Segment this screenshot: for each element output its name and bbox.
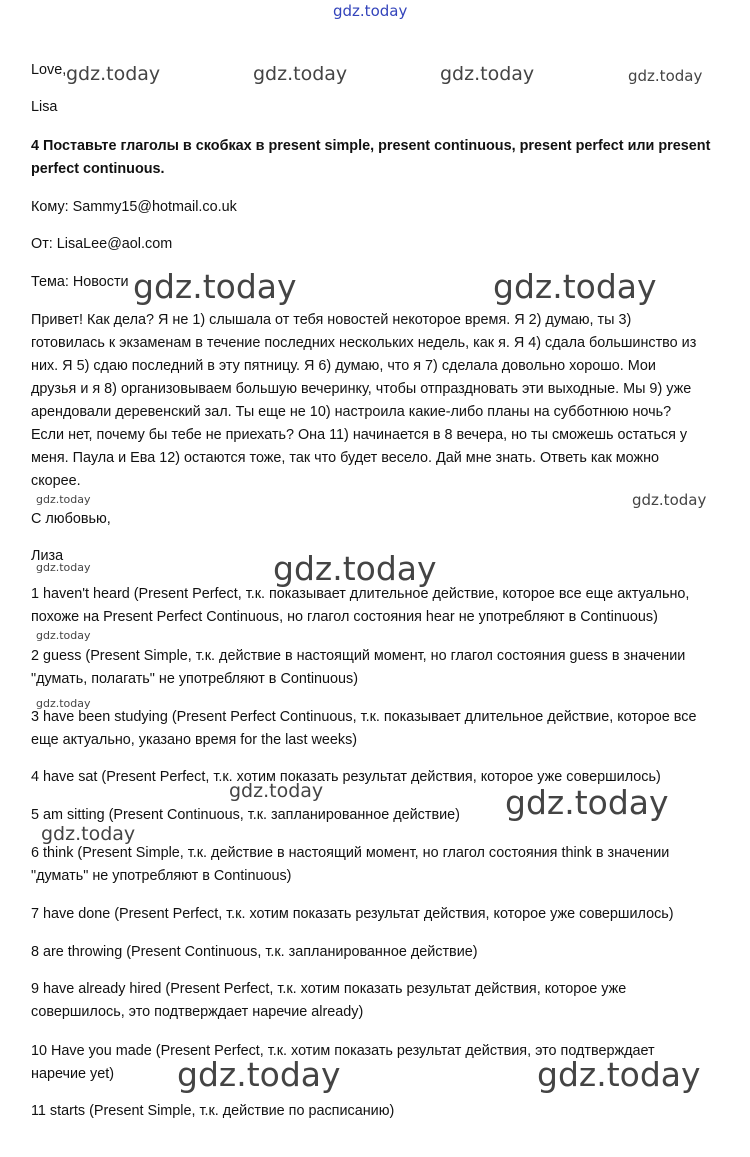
answer-line: "думать, полагать" не употребляют в Continuous) xyxy=(31,671,359,688)
email-to: Кому: Sammy15@hotmail.co.uk xyxy=(31,199,237,215)
email-body-line: Привет! Как дела? Я не 1) слышала от тебя новостей некоторое время. Я 2) думаю, ты 3) xyxy=(31,312,632,328)
answer-item xyxy=(31,1100,726,1123)
answer-line: 8 are throwing (Present Continuous, т.к. запланированное действие) xyxy=(31,944,478,960)
answer-item xyxy=(31,1040,726,1087)
answer-line: наречие yet) xyxy=(31,1066,115,1083)
answer-line: 1 haven't heard (Present Perfect, т.к. показывает длительное действие, которое все еще актуально, xyxy=(31,586,690,602)
email-from: От: LisaLee@aol.com xyxy=(31,236,173,252)
answer-line: совершилось, это подтверждает наречие already) xyxy=(31,1004,364,1021)
email-body-line: них. Я 5) сдаю последний в эту пятницу. Я 6) думаю, что я 7) сделала довольно хорошо. Мои xyxy=(31,358,656,374)
email-body-line: готовилась к экзаменам в течение последних нескольких недель, как я. Я 4) сдала большинство из xyxy=(31,335,697,351)
watermark: gdz.today xyxy=(36,697,91,710)
email-subject: Тема: Новости xyxy=(31,274,129,290)
answer-line: "думать" не употребляют в Continuous) xyxy=(31,868,292,885)
email-body-line: меня. Паула и Ева 12) остаются тоже, так что будет весело. Дай мне знать. Ответь как можно xyxy=(31,450,660,466)
watermark: gdz.today xyxy=(440,63,535,85)
answer-line: 2 guess (Present Simple, т.к. действие в настоящий момент, но глагол состояния guess в значении xyxy=(31,648,686,664)
watermark: gdz.today xyxy=(177,1055,341,1094)
answer-item xyxy=(31,978,726,1025)
answer-line: похоже на Present Perfect Continuous, но глагол состояния hear не употребляют в Continuous) xyxy=(31,609,658,626)
email-body-line: друзья и я 8) организовываем большую вечеринку, чтобы отпраздновать эти выходные. Мы 9) уже xyxy=(31,381,692,397)
answer-line: 4 have sat (Present Perfect, т.к. хотим показать результат действия, которое уже совершилось) xyxy=(31,769,661,785)
answer-item xyxy=(31,842,726,889)
watermark: gdz.today xyxy=(333,2,408,20)
email-signature: Лиза xyxy=(31,548,64,564)
answer-line: 3 have been studying (Present Perfect Continuous, т.к. показывает длительное действие, которое все xyxy=(31,709,697,725)
watermark: gdz.today xyxy=(632,491,707,509)
letter-closing: Love, xyxy=(31,62,67,78)
answer-line: 9 have already hired (Present Perfect, т.к. хотим показать результат действия, которое уже xyxy=(31,981,627,997)
letter-signature: Lisa xyxy=(31,99,58,115)
answer-line: 7 have done (Present Perfect, т.к. хотим показать результат действия, которое уже совершилось) xyxy=(31,906,674,922)
watermark: gdz.today xyxy=(66,63,161,85)
watermark: gdz.today xyxy=(505,783,669,822)
email-body-line: скорее. xyxy=(31,473,81,489)
watermark: gdz.today xyxy=(628,67,703,85)
email-closing: С любовью, xyxy=(31,511,111,527)
answer-item xyxy=(31,804,726,827)
watermark: gdz.today xyxy=(229,780,324,802)
watermark: gdz.today xyxy=(41,823,136,845)
answer-line: 10 Have you made (Present Perfect, т.к. хотим показать результат действия, это подтверждает xyxy=(31,1043,655,1059)
answer-item xyxy=(31,941,726,964)
watermark: gdz.today xyxy=(537,1055,701,1094)
email-body-line: Если нет, почему бы тебе не приехать? Она 11) начинается в 8 вечера, но ты сможешь остаться у xyxy=(31,427,688,443)
answer-line: 11 starts (Present Simple, т.к. действие по расписанию) xyxy=(31,1103,395,1119)
watermark: gdz.today xyxy=(36,493,91,506)
watermark: gdz.today xyxy=(253,63,348,85)
watermark: gdz.today xyxy=(273,549,437,588)
answer-line: еще актуально, указано время for the last weeks) xyxy=(31,732,358,749)
answer-item xyxy=(31,706,726,753)
watermark: gdz.today xyxy=(36,629,91,642)
task-heading-line2: perfect continuous. xyxy=(31,161,165,177)
answer-line: 5 am sitting (Present Continuous, т.к. запланированное действие) xyxy=(31,807,460,823)
answer-item xyxy=(31,583,726,630)
task-heading-line1: 4 Поставьте глаголы в скобках в present simple, present continuous, present perfect или present xyxy=(31,138,711,154)
answer-line: 6 think (Present Simple, т.к. действие в настоящий момент, но глагол состояния think в значении xyxy=(31,845,670,861)
answer-item xyxy=(31,645,726,692)
watermark: gdz.today xyxy=(133,267,297,306)
watermark: gdz.today xyxy=(36,561,91,574)
answer-item xyxy=(31,766,726,789)
email-body-line: арендовали деревенский зал. Ты еще не 10) настроила какие-либо планы на субботнюю ночь? xyxy=(31,404,672,420)
watermark: gdz.today xyxy=(493,267,657,306)
answer-item xyxy=(31,903,726,926)
